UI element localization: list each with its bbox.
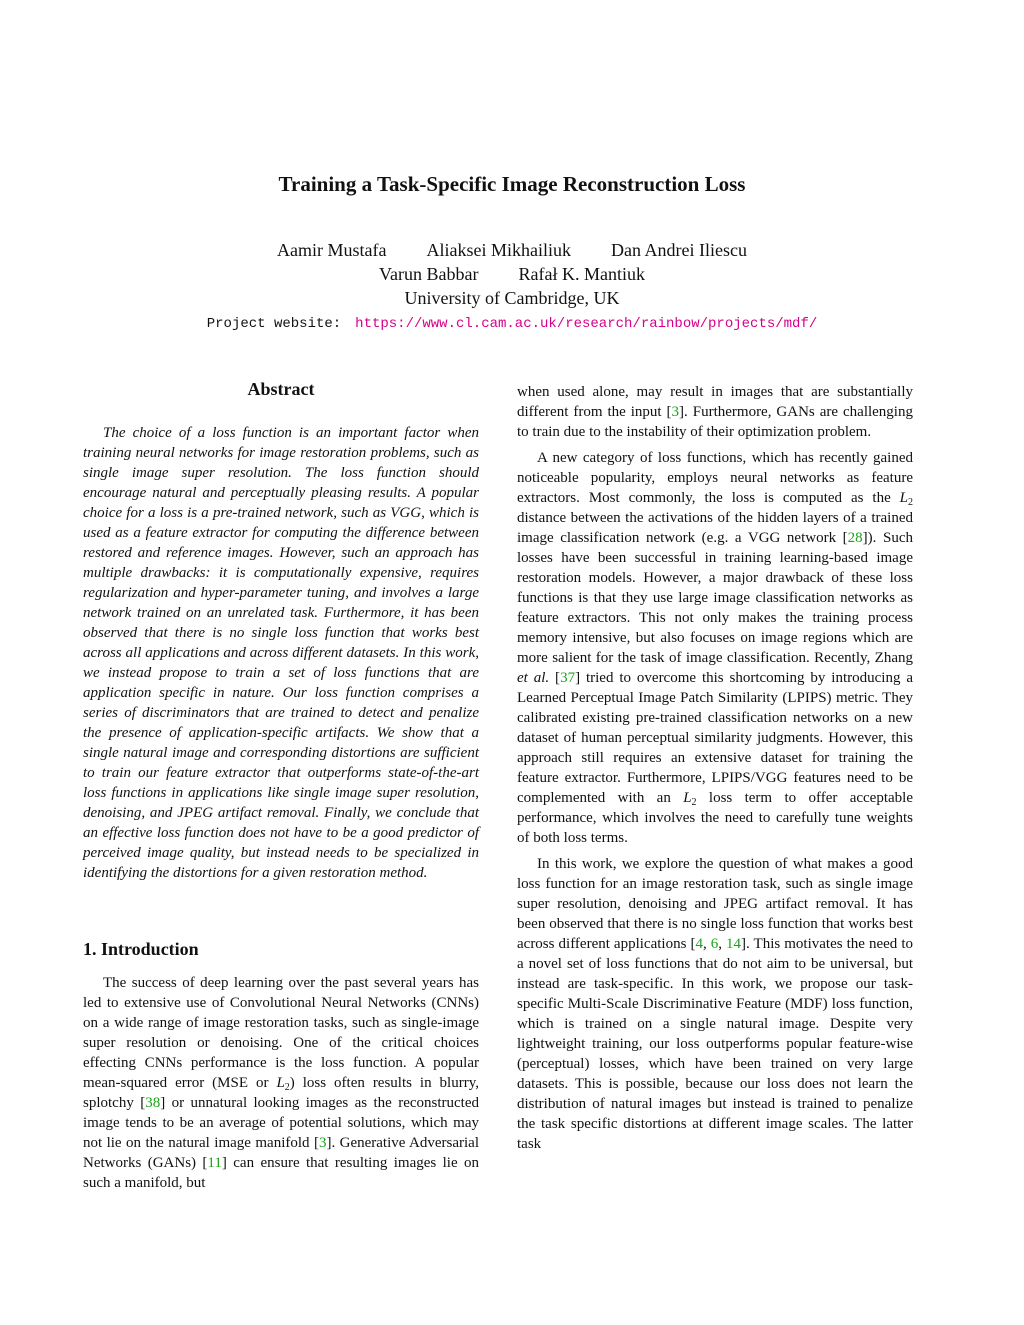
- citation-link[interactable]: 37: [560, 670, 576, 686]
- author-name: Rafał K. Mantiuk: [518, 264, 645, 284]
- right-column: [517, 382, 913, 1154]
- math-subscript: 2: [284, 1082, 290, 1093]
- body-paragraph: A new category of loss functions, which has recently gained noticeable popularity, employs neural networks as feature extractors. Most commonly, the loss is computed as the $L_2$ distance between the activations of the hidden layers of a trained image classification network (e.g. a VGG network [28]). Such losses have been successful in training learning-based image restoration models. However, a major drawback of these loss functions is that they use large image classification networks as feature extractors. This not only makes the training process memory intensive, but also focuses on image regions which are more salient for the task of image classification. Recently, Zhang et al. [37] tried to overcome this shortcoming by introducing a Learned Perceptual Image Patch Similarity (LPIPS) metric. They calibrated existing pre-trained classification networks on a new dataset of human perceptual similarity judgments. However, this approach still requires an extensive dataset for training the feature extractor. Furthermore, LPIPS/VGG features need to be complemented with an $L_2$ loss term to offer acceptable performance, which involves the need to carefully tune weights of both loss terms.: [517, 450, 914, 846]
- math-subscript: 2: [691, 797, 697, 808]
- citation-link[interactable]: 3: [671, 404, 680, 420]
- author-name: Dan Andrei Iliescu: [610, 240, 747, 260]
- abstract-paragraph: The choice of a loss function is an important factor when training neural networks for image restoration problems, such as single image super resolution. The loss function should encourage natural and perceptually pleasing results. A popular choice for a loss is a pre-trained network, such as VGG, which is used as a feature extractor for computing the difference between restored and reference images. However, such an approach has multiple drawbacks: it is computationally expensive, requires regularization and hyper-parameter tuning, and involves a large network trained on an unrelated task. Furthermore, it has been observed that there is no single loss function that works best across all applications and across different datasets. In this work, we instead propose to train a set of loss functions that are application specific in nature. Our loss function comprises a series of discriminators that are trained to detect and penalize the presence of application-specific artifacts. We show that a single natural image and corresponding distortions are sufficient to train our feature extractor that outperforms state-of-the-art loss functions in applications like single image super resolution, denoising, and JPEG artifact removal. Finally, we conclude that an effective loss function does not have to be a good predictor of perceived image quality, but instead needs to be specialized in identifying the distortions for a given restoration method.: [83, 425, 479, 881]
- citation-link[interactable]: 14: [726, 936, 742, 952]
- body-paragraph: when used alone, may result in images that are substantially different from the input [3]. Furthermore, GANs are challenging to train due to the instability of their optimization problem.: [517, 384, 913, 440]
- math-symbol: L: [276, 1075, 285, 1091]
- author-name: Aliaksei Mikhailiuk: [426, 240, 571, 260]
- author-name: Varun Babbar: [379, 264, 479, 284]
- et-al: et al.: [517, 670, 550, 686]
- citation-link[interactable]: 3: [318, 1135, 327, 1151]
- introduction-text: [83, 973, 479, 1193]
- math-symbol: L: [899, 490, 908, 506]
- project-website: [0, 316, 1024, 332]
- abstract-heading: Abstract: [247, 379, 315, 399]
- abstract-text: [83, 423, 479, 883]
- citation-link[interactable]: 6: [710, 936, 719, 952]
- website-link[interactable]: https://www.cl.cam.ac.uk/research/rainbow/projects/mdf/: [355, 316, 818, 332]
- introduction-heading: 1. Introduction: [83, 939, 199, 959]
- intro-paragraph: The success of deep learning over the past several years has led to extensive use of Convolutional Neural Networks (CNNs) on a wide range of image restoration tasks, such as single-image super resolution or denoising. One of the critical choices effecting CNNs performance is the loss function. A popular mean-squared error (MSE or $L_2$) loss often results in blurry, splotchy [38] or unnatural looking images as the reconstructed image tends to be an average of potential solutions, which may not lie on the natural image manifold [3]. Generative Adversarial Networks (GANs) [11] can ensure that resulting images lie on such a manifold, but: [83, 975, 479, 1191]
- body-paragraph: In this work, we explore the question of what makes a good loss function for an image restoration task, such as single image super resolution, denoising and JPEG artifact removal. It has been observed that there is no single loss function that works best across different applications [4, 6, 14]. This motivates the need to a novel set of loss functions that do not aim to be universal, but instead are task-specific. In this work, we propose our task-specific Multi-Scale Discriminative Feature (MDF) loss function, which is trained on a single natural image. Despite very lightweight training, our loss outperforms popular feature-wise (perceptual) losses, which have been trained on very large datasets. This is possible, because our loss does not learn the distribution of natural images but instead is trained to penalize the task specific distortions at different image scales. The latter task: [517, 856, 914, 1152]
- author-line-1: [0, 240, 1024, 261]
- affiliation: University of Cambridge, UK: [404, 288, 620, 308]
- citation-link[interactable]: 11: [207, 1155, 222, 1171]
- author-line-2: [0, 264, 1024, 285]
- citation-link[interactable]: 28: [847, 530, 863, 546]
- author-name: Aamir Mustafa: [277, 240, 387, 260]
- math-symbol: L: [683, 790, 692, 806]
- paper-title: Training a Task-Specific Image Reconstruction Loss: [278, 172, 746, 196]
- math-subscript: 2: [908, 497, 913, 508]
- citation-link[interactable]: 4: [695, 936, 703, 952]
- citation-link[interactable]: 38: [145, 1095, 161, 1111]
- website-label: Project website:: [206, 316, 342, 332]
